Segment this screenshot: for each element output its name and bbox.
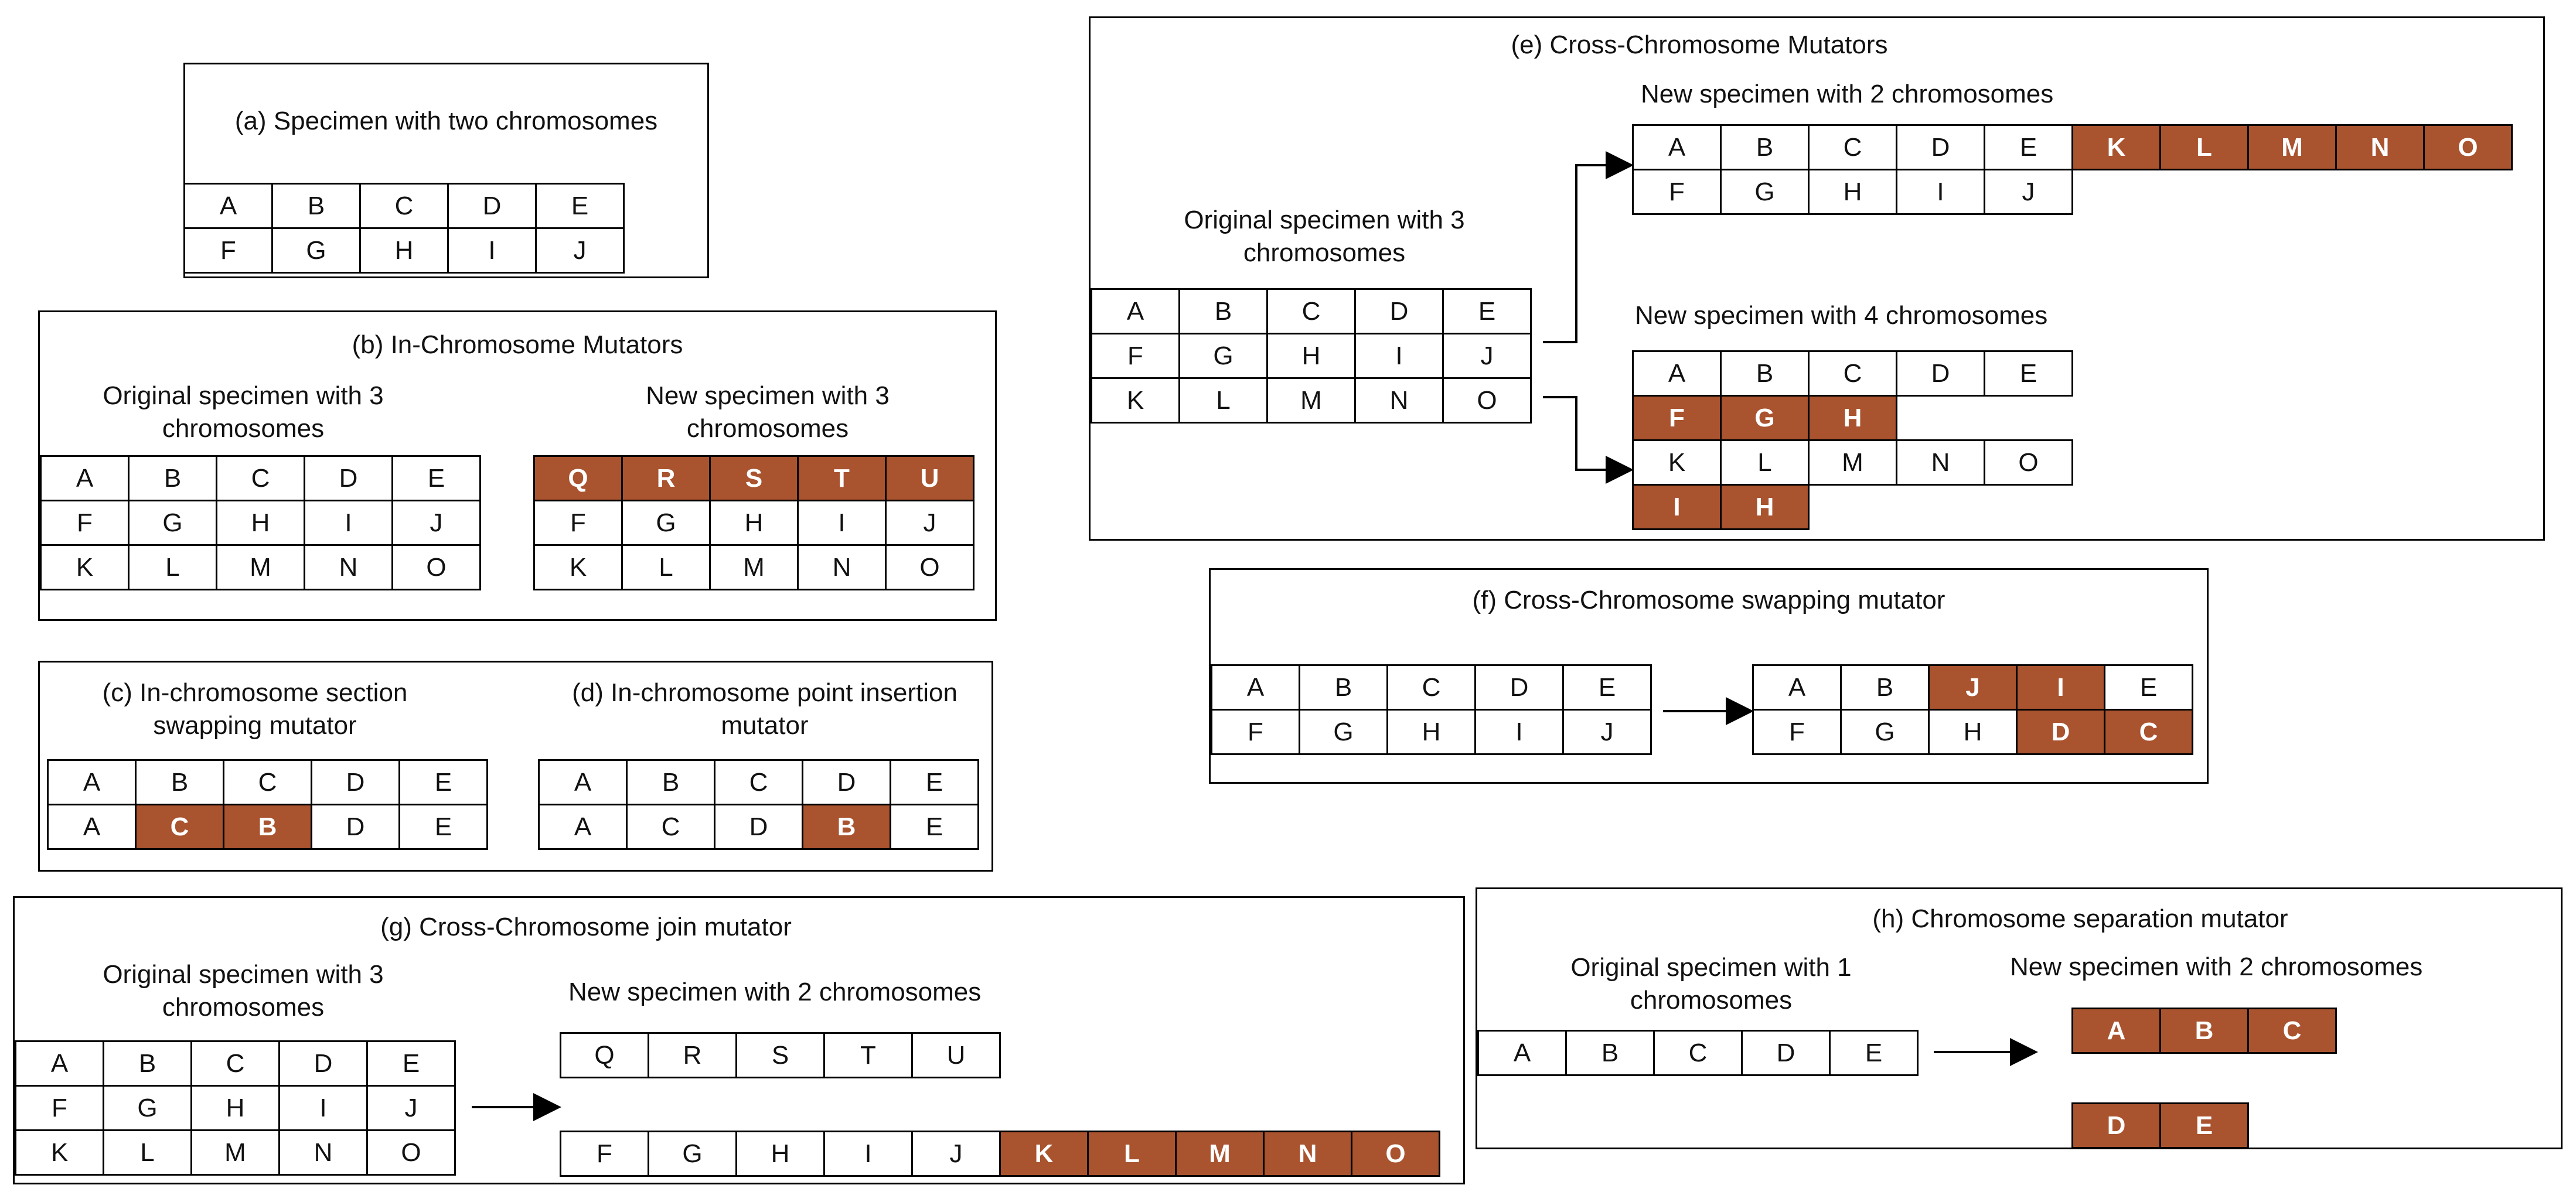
grid-cell: C xyxy=(1388,665,1476,710)
grid-cell: B xyxy=(1841,665,1929,710)
grid-cell: B xyxy=(224,805,312,849)
grid-cell: I xyxy=(1897,170,1985,214)
grid-row xyxy=(1633,485,2073,530)
grid-cell: T xyxy=(798,456,886,501)
grid-cell: L xyxy=(129,545,217,590)
grid-cell: E xyxy=(367,1041,455,1086)
grid-cell: A xyxy=(2073,1009,2161,1053)
grid-row xyxy=(1092,378,1531,423)
grid-cell: E xyxy=(393,456,481,501)
grid-cell: B xyxy=(1721,125,1809,170)
grid-cell: C xyxy=(136,805,224,849)
grid-row xyxy=(1633,125,2512,170)
grid-cell: I xyxy=(798,501,886,545)
grid-cell: G xyxy=(622,501,710,545)
grid-cell: C xyxy=(2248,1009,2336,1053)
panel-f-left-grid xyxy=(1211,664,1652,755)
grid-cell: K xyxy=(1633,440,1721,485)
grid-cell: C xyxy=(2105,710,2193,754)
panel-h-new-row1 xyxy=(2071,1008,2337,1054)
grid-cell: A xyxy=(185,184,272,228)
panel-g-new-row2 xyxy=(560,1131,1440,1177)
grid-cell: C xyxy=(1809,125,1897,170)
grid-cell: E xyxy=(891,805,979,849)
grid-cell: L xyxy=(1180,378,1267,423)
grid-cell: K xyxy=(2073,125,2161,170)
grid-cell: L xyxy=(1721,440,1809,485)
grid-cell: A xyxy=(1092,289,1180,334)
grid-cell: D xyxy=(2017,710,2105,754)
grid-cell: F xyxy=(534,501,622,545)
panel-b-right-grid xyxy=(533,455,974,590)
grid-cell: C xyxy=(192,1041,280,1086)
panel-b-left-caption: Original specimen with 3 chromosomes xyxy=(103,381,384,443)
grid-cell: G xyxy=(1721,396,1809,440)
grid-row xyxy=(41,456,481,501)
grid-cell: N xyxy=(305,545,393,590)
grid-cell: G xyxy=(649,1132,737,1176)
grid-cell: H xyxy=(1929,710,2017,754)
grid-cell: F xyxy=(561,1132,649,1176)
panel-e-new2-grid xyxy=(1632,124,2513,215)
grid-cell: J xyxy=(1985,170,2073,214)
grid-cell: D xyxy=(1355,289,1443,334)
panel-h-new-row2 xyxy=(2071,1102,2249,1149)
grid-cell: A xyxy=(1633,351,1721,396)
grid-row xyxy=(41,545,481,590)
grid-cell: H xyxy=(217,501,305,545)
grid-row xyxy=(1633,351,2073,396)
grid-cell: D xyxy=(803,760,891,805)
grid-row xyxy=(1212,665,1651,710)
grid-row xyxy=(2073,1104,2248,1148)
grid-cell: E xyxy=(1563,665,1651,710)
grid-cell: I xyxy=(824,1132,912,1176)
grid-row xyxy=(1633,440,2073,485)
grid-cell: A xyxy=(1212,665,1300,710)
grid-cell: D xyxy=(1742,1031,1830,1075)
grid-cell: N xyxy=(2336,125,2424,170)
grid-cell: S xyxy=(710,456,798,501)
grid-cell: O xyxy=(393,545,481,590)
grid-cell: H xyxy=(1809,396,1897,440)
grid-cell: M xyxy=(217,545,305,590)
panel-c-grid xyxy=(47,759,488,850)
grid-cell: C xyxy=(1654,1031,1742,1075)
grid-cell: C xyxy=(1809,351,1897,396)
panel-g-new-caption: New specimen with 2 chromosomes xyxy=(568,978,982,1006)
grid-cell: F xyxy=(1092,334,1180,378)
grid-cell: O xyxy=(1443,378,1531,423)
grid-cell: A xyxy=(1478,1031,1566,1075)
grid-cell: A xyxy=(16,1041,104,1086)
grid-cell: K xyxy=(16,1131,104,1175)
grid-cell: L xyxy=(1088,1132,1176,1176)
grid-cell: A xyxy=(1633,125,1721,170)
grid-cell: G xyxy=(272,228,360,273)
panel-b-title: (b) In-Chromosome Mutators xyxy=(352,330,683,359)
panel-e-orig-caption: Original specimen with 3 chromosomes xyxy=(1184,206,1465,267)
grid-cell: U xyxy=(886,456,974,501)
grid-cell: F xyxy=(41,501,129,545)
grid-cell: E xyxy=(1830,1031,1918,1075)
grid-cell: A xyxy=(1753,665,1841,710)
grid-cell: I xyxy=(280,1086,367,1131)
panel-e-title: (e) Cross-Chromosome Mutators xyxy=(1511,30,1888,59)
grid-row xyxy=(1633,396,2073,440)
grid-cell: E xyxy=(400,805,488,849)
grid-cell: L xyxy=(622,545,710,590)
grid-cell: B xyxy=(129,456,217,501)
grid-cell: A xyxy=(539,760,627,805)
grid-row xyxy=(1753,710,2193,754)
grid-cell: I xyxy=(305,501,393,545)
grid-cell: B xyxy=(136,760,224,805)
grid-row xyxy=(48,805,488,849)
grid-cell: O xyxy=(367,1131,455,1175)
grid-cell: J xyxy=(393,501,481,545)
grid-cell: G xyxy=(1841,710,1929,754)
grid-cell: B xyxy=(1721,351,1809,396)
panel-b-left-grid xyxy=(40,455,481,590)
grid-cell: K xyxy=(534,545,622,590)
grid-cell: N xyxy=(1264,1132,1352,1176)
panel-e-new4-grid xyxy=(1632,350,2073,530)
panel-e-new4-caption: New specimen with 4 chromosomes xyxy=(1635,301,2048,330)
grid-cell: D xyxy=(305,456,393,501)
grid-row xyxy=(1212,710,1651,754)
grid-cell: F xyxy=(1633,170,1721,214)
grid-cell: C xyxy=(1267,289,1355,334)
panel-a-title: (a) Specimen with two chromosomes xyxy=(234,107,658,135)
grid-cell: B xyxy=(1180,289,1267,334)
grid-cell: A xyxy=(48,805,136,849)
panel-h-new-caption: New specimen with 2 chromosomes xyxy=(2010,952,2423,981)
grid-cell: C xyxy=(217,456,305,501)
grid-cell: C xyxy=(360,184,448,228)
grid-cell: I xyxy=(448,228,536,273)
grid-cell: H xyxy=(710,501,798,545)
grid-cell: H xyxy=(1388,710,1476,754)
grid-cell: J xyxy=(912,1132,1000,1176)
grid-cell: G xyxy=(1180,334,1267,378)
grid-cell: F xyxy=(1212,710,1300,754)
grid-cell: M xyxy=(1267,378,1355,423)
grid-cell: B xyxy=(627,760,715,805)
grid-cell: G xyxy=(129,501,217,545)
grid-cell: B xyxy=(1300,665,1388,710)
grid-cell: C xyxy=(224,760,312,805)
grid-cell: Q xyxy=(561,1033,649,1078)
grid-cell: B xyxy=(104,1041,192,1086)
grid-cell: D xyxy=(312,805,400,849)
grid-cell: C xyxy=(715,760,803,805)
grid-row xyxy=(539,760,979,805)
grid-cell: A xyxy=(48,760,136,805)
grid-cell: E xyxy=(400,760,488,805)
grid-cell: H xyxy=(360,228,448,273)
grid-cell: H xyxy=(737,1132,824,1176)
panel-a-grid xyxy=(183,183,625,274)
grid-row xyxy=(561,1132,1440,1176)
grid-row xyxy=(539,805,979,849)
grid-cell: D xyxy=(1897,125,1985,170)
grid-row xyxy=(2073,1009,2336,1053)
panel-g-new-row1 xyxy=(560,1032,1001,1078)
grid-cell: D xyxy=(1897,351,1985,396)
grid-cell: F xyxy=(1633,396,1721,440)
grid-cell: G xyxy=(1721,170,1809,214)
grid-cell: I xyxy=(1476,710,1563,754)
grid-cell: A xyxy=(539,805,627,849)
panel-h-orig-grid xyxy=(1477,1030,1919,1076)
grid-row xyxy=(1753,665,2193,710)
panel-d-grid xyxy=(538,759,979,850)
grid-cell: F xyxy=(1753,710,1841,754)
grid-cell: D xyxy=(312,760,400,805)
grid-cell: C xyxy=(627,805,715,849)
grid-row xyxy=(1092,289,1531,334)
grid-cell: B xyxy=(1566,1031,1654,1075)
grid-cell: G xyxy=(1300,710,1388,754)
grid-cell: K xyxy=(41,545,129,590)
grid-cell: H xyxy=(1267,334,1355,378)
grid-cell: H xyxy=(1721,485,1809,530)
grid-cell: B xyxy=(272,184,360,228)
grid-cell: G xyxy=(104,1086,192,1131)
grid-cell: M xyxy=(192,1131,280,1175)
panel-h-orig-caption: Original specimen with 1 chromosomes xyxy=(1570,953,1852,1015)
grid-row xyxy=(534,501,974,545)
grid-cell: J xyxy=(1563,710,1651,754)
grid-cell: E xyxy=(1443,289,1531,334)
grid-cell: J xyxy=(886,501,974,545)
grid-cell: I xyxy=(1355,334,1443,378)
grid-cell: M xyxy=(1176,1132,1264,1176)
grid-cell: N xyxy=(798,545,886,590)
grid-cell: R xyxy=(622,456,710,501)
grid-cell: D xyxy=(280,1041,367,1086)
grid-cell: D xyxy=(448,184,536,228)
grid-cell: D xyxy=(1476,665,1563,710)
grid-cell: K xyxy=(1092,378,1180,423)
panel-f-title: (f) Cross-Chromosome swapping mutator xyxy=(1472,586,1945,614)
grid-cell: O xyxy=(1985,440,2073,485)
grid-cell: N xyxy=(1897,440,1985,485)
panel-f-right-grid xyxy=(1752,664,2193,755)
grid-row xyxy=(48,760,488,805)
grid-cell: F xyxy=(185,228,272,273)
grid-cell: E xyxy=(2105,665,2193,710)
panel-g-title: (g) Cross-Chromosome join mutator xyxy=(380,913,792,941)
grid-cell: E xyxy=(1985,125,2073,170)
grid-cell: K xyxy=(1000,1132,1088,1176)
panel-d-title: (d) In-chromosome point insertion mutator xyxy=(572,678,958,740)
grid-cell: M xyxy=(710,545,798,590)
grid-row xyxy=(185,184,624,228)
grid-cell: R xyxy=(649,1033,737,1078)
grid-row xyxy=(1633,170,2512,214)
grid-cell: E xyxy=(1985,351,2073,396)
grid-cell: D xyxy=(715,805,803,849)
panel-g-orig-caption: Original specimen with 3 chromosomes xyxy=(103,960,384,1022)
grid-row xyxy=(16,1086,455,1131)
grid-row xyxy=(185,228,624,273)
grid-cell: D xyxy=(2073,1104,2161,1148)
grid-cell: J xyxy=(1929,665,2017,710)
panel-c-title: (c) In-chromosome section swapping mutator xyxy=(102,678,408,740)
grid-cell: F xyxy=(16,1086,104,1131)
grid-cell: H xyxy=(192,1086,280,1131)
grid-cell: S xyxy=(737,1033,824,1078)
grid-cell: J xyxy=(367,1086,455,1131)
grid-cell: E xyxy=(2161,1104,2248,1148)
grid-cell: L xyxy=(2161,125,2248,170)
grid-cell: L xyxy=(104,1131,192,1175)
grid-cell: I xyxy=(2017,665,2105,710)
grid-cell: O xyxy=(1352,1132,1440,1176)
panel-e-new2-caption: New specimen with 2 chromosomes xyxy=(1641,80,2054,108)
grid-row xyxy=(534,545,974,590)
grid-row xyxy=(41,501,481,545)
grid-row xyxy=(561,1033,1000,1078)
grid-cell: J xyxy=(536,228,624,273)
grid-cell: U xyxy=(912,1033,1000,1078)
grid-cell: J xyxy=(1443,334,1531,378)
grid-row xyxy=(1092,334,1531,378)
grid-cell: B xyxy=(803,805,891,849)
grid-cell: N xyxy=(280,1131,367,1175)
grid-row xyxy=(16,1041,455,1086)
panel-b-right-caption: New specimen with 3 chromosomes xyxy=(646,381,890,443)
grid-cell: H xyxy=(1809,170,1897,214)
panel-h-title: (h) Chromosome separation mutator xyxy=(1872,904,2288,933)
grid-cell: T xyxy=(824,1033,912,1078)
grid-cell: M xyxy=(1809,440,1897,485)
panel-e-orig-grid xyxy=(1091,288,1532,424)
grid-cell: Q xyxy=(534,456,622,501)
grid-cell: E xyxy=(536,184,624,228)
grid-cell: A xyxy=(41,456,129,501)
grid-row xyxy=(16,1131,455,1175)
grid-cell: O xyxy=(2424,125,2512,170)
grid-cell: M xyxy=(2248,125,2336,170)
panel-g-orig-grid xyxy=(15,1040,456,1176)
grid-cell: N xyxy=(1355,378,1443,423)
grid-cell: E xyxy=(891,760,979,805)
grid-row xyxy=(1478,1031,1918,1075)
grid-cell: B xyxy=(2161,1009,2248,1053)
grid-cell: O xyxy=(886,545,974,590)
grid-cell: I xyxy=(1633,485,1721,530)
grid-row xyxy=(534,456,974,501)
